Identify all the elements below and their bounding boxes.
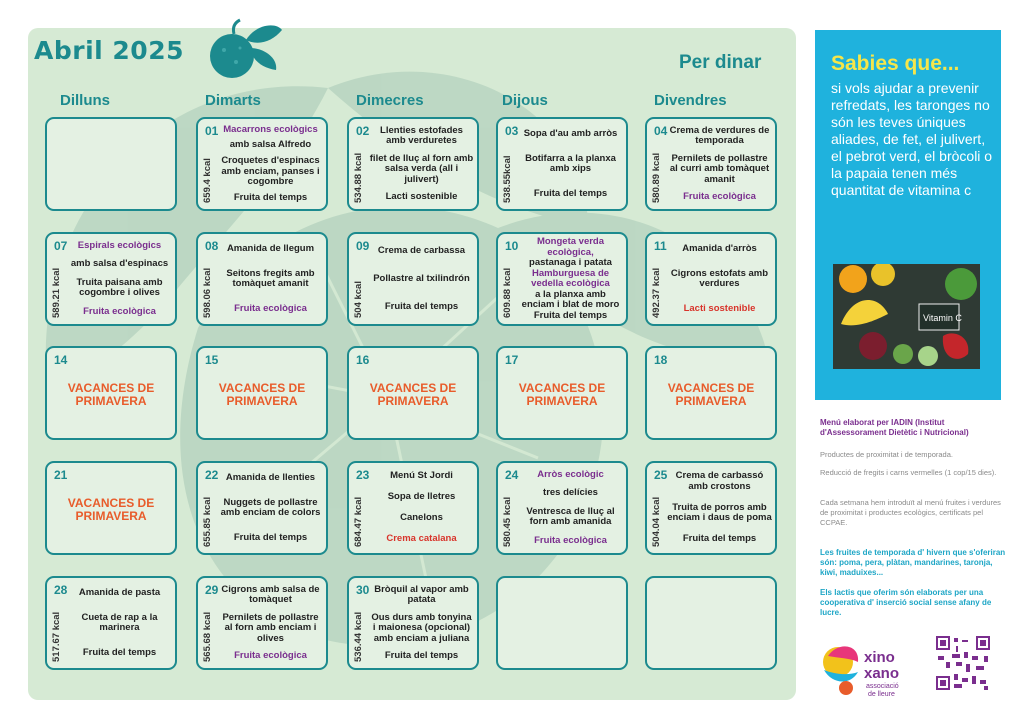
menu-item: Lacti sostenible bbox=[385, 191, 458, 202]
day-cell bbox=[45, 117, 177, 211]
holiday-label: VACANCES DE PRIMAVERA bbox=[218, 381, 306, 408]
day-number: 29 bbox=[205, 583, 219, 597]
menu-items bbox=[218, 122, 323, 206]
holiday-label: VACANCES DE PRIMAVERA bbox=[67, 381, 155, 408]
day-name: Dijous bbox=[502, 92, 548, 109]
menu-item: Pollastre al txilindrón bbox=[373, 272, 470, 284]
menu-item: Truita paisana amb cogombre i olives bbox=[76, 276, 163, 299]
menu-item: Fruita del temps bbox=[233, 191, 308, 203]
day-cell bbox=[496, 461, 628, 555]
menu-item: amb salsa d'espinacs bbox=[70, 258, 169, 270]
day-name: Dimarts bbox=[205, 92, 261, 109]
day-cell bbox=[645, 461, 777, 555]
menu-items bbox=[67, 237, 172, 321]
day-number: 24 bbox=[505, 468, 519, 482]
info-line: Productes de proximitat i de temporada. bbox=[820, 450, 953, 459]
menu-items bbox=[667, 122, 772, 206]
day-number: 01 bbox=[205, 124, 219, 138]
menu-item: Arròs ecològic bbox=[537, 468, 604, 480]
menu-item: Mongeta verda ecològica, bbox=[536, 236, 605, 258]
day-cell bbox=[645, 346, 777, 440]
day-number: 07 bbox=[54, 239, 68, 253]
menu-item: Amanida de llenties bbox=[225, 472, 316, 483]
menu-item: Pernilets de pollastre al forn amb enciam i olives bbox=[222, 611, 319, 644]
kcal-label: 589.21 kcal bbox=[51, 267, 62, 318]
day-cell bbox=[496, 117, 628, 211]
holiday-label: VACANCES DE PRIMAVERA bbox=[518, 381, 606, 408]
menu-item: Cigrons estofats amb verdures bbox=[670, 267, 769, 289]
menu-item: a la planxa amb enciam i blat de moro bbox=[521, 288, 620, 310]
menu-item: amb salsa Alfredo bbox=[229, 139, 312, 151]
menu-item: Crema catalana bbox=[386, 533, 457, 545]
menu-items bbox=[218, 237, 323, 321]
menu-item: Cigrons amb salsa de tomàquet bbox=[221, 583, 320, 605]
day-number: 10 bbox=[505, 239, 519, 253]
day-name: Dilluns bbox=[60, 92, 111, 109]
menu-items bbox=[667, 237, 772, 321]
day-cell bbox=[45, 461, 177, 555]
menu-item: Crema de carbassa bbox=[377, 244, 466, 256]
menu-item: Fruita ecològica bbox=[234, 302, 307, 314]
day-cell bbox=[347, 346, 479, 440]
menu-item: Fruita ecològica bbox=[534, 534, 607, 546]
holiday-label: VACANCES DE PRIMAVERA bbox=[667, 381, 755, 408]
day-cell bbox=[347, 461, 479, 555]
menu-items bbox=[518, 122, 623, 206]
menu-items bbox=[218, 466, 323, 550]
logo-text: xino bbox=[864, 649, 895, 666]
info-line: Reducció de fregits i carns vermelles (1 cop/15 dies). bbox=[820, 468, 997, 477]
menu-item: Amanida de pasta bbox=[78, 587, 161, 598]
info-line: Cada setmana hem introduït al menú fruites i verdures de proximitat i productes ecològics, certificats pel CCPAE. bbox=[820, 498, 1001, 527]
kcal-label: 534.88 kcal bbox=[353, 152, 364, 203]
menu-item: Fruita del temps bbox=[533, 187, 608, 199]
day-cell bbox=[496, 576, 628, 670]
menu-item: Truita de porros amb enciam i daus de poma bbox=[667, 501, 772, 524]
menu-item: Espirals ecològics bbox=[77, 239, 162, 251]
menu-item: Lacti sostenible bbox=[683, 302, 756, 314]
day-cell bbox=[645, 232, 777, 326]
day-number: 23 bbox=[356, 468, 370, 482]
menu-items bbox=[369, 581, 474, 665]
menu-item: Fruita del temps bbox=[533, 309, 608, 321]
day-number: 22 bbox=[205, 468, 219, 482]
day-cell bbox=[45, 232, 177, 326]
menu-item: Fruita del temps bbox=[682, 533, 757, 545]
menu-item: Bròquil al vapor amb patata bbox=[374, 583, 469, 605]
kcal-label: 684.47 kcal bbox=[353, 496, 364, 547]
menu-item: tres delícies bbox=[543, 487, 598, 499]
menu-item: Fruita del temps bbox=[82, 646, 157, 658]
season-note: Les fruites de temporada d' hivern que s'oferiran són: poma, pera, plàtan, mandarines, taronja, kiwi, maduixes... bbox=[820, 548, 1006, 577]
menu-items bbox=[369, 237, 474, 321]
logo-text: de lleure bbox=[868, 691, 895, 698]
day-number: 03 bbox=[505, 124, 519, 138]
menu-items bbox=[518, 237, 623, 321]
day-cell bbox=[196, 117, 328, 211]
menu-item: Fruita ecològica bbox=[234, 650, 307, 661]
photo-label: Vitamin C bbox=[923, 313, 962, 323]
menu-items bbox=[67, 581, 172, 665]
day-cell bbox=[496, 232, 628, 326]
subtitle: Per dinar bbox=[679, 52, 762, 73]
kcal-label: 492.37 kcal bbox=[651, 267, 662, 318]
menu-item: Canelons bbox=[400, 512, 443, 524]
day-number: 21 bbox=[54, 468, 68, 482]
kcal-label: 580.45 kcal bbox=[502, 496, 513, 547]
menu-item: Nuggets de pollastre amb enciam de colors bbox=[220, 496, 321, 518]
menu-item: Hamburguesa de vedella ecològica bbox=[531, 267, 610, 289]
vegetables-photo bbox=[833, 264, 980, 369]
day-cell bbox=[196, 232, 328, 326]
kcal-label: 517.67 kcal bbox=[51, 611, 62, 662]
day-name: Divendres bbox=[654, 92, 727, 109]
kcal-label: 655.85 kcal bbox=[202, 496, 213, 547]
menu-item: Seitons fregits amb tomàquet amanit bbox=[226, 267, 315, 289]
kcal-label: 659.4 kcal bbox=[202, 158, 213, 203]
menu-items bbox=[667, 466, 772, 550]
menu-item: Fruita del temps bbox=[233, 531, 308, 543]
menu-item: Crema de verdures de temporada bbox=[669, 124, 770, 146]
menu-item: Ous durs amb tonyina i maionesa (opcional) amb enciam a juliana bbox=[371, 611, 472, 644]
holiday-label: VACANCES DE PRIMAVERA bbox=[369, 381, 457, 408]
kcal-label: 536.44 kcal bbox=[353, 611, 364, 662]
menu-item: Fruita ecològica bbox=[83, 305, 156, 317]
menu-item: Pernilets de pollastre al curri amb tomàquet amanit bbox=[669, 152, 770, 185]
menu-items bbox=[218, 581, 323, 665]
kcal-label: 565.68 kcal bbox=[202, 611, 213, 662]
menu-items bbox=[518, 466, 623, 550]
fact-heading: Sabies que... bbox=[831, 52, 960, 75]
page-title: Abril 2025 bbox=[34, 36, 184, 65]
day-number: 09 bbox=[356, 239, 370, 253]
day-cell bbox=[645, 576, 777, 670]
day-number: 16 bbox=[356, 353, 370, 367]
info-title: Menú elaborat per IADIN (Institut d'Assessorament Dietètic i Nutricional) bbox=[820, 418, 969, 437]
menu-item: Fruita del temps bbox=[384, 650, 459, 661]
day-cell bbox=[496, 346, 628, 440]
menu-item: Menú St Jordi bbox=[390, 470, 453, 482]
day-number: 17 bbox=[505, 353, 519, 367]
day-number: 11 bbox=[654, 239, 667, 253]
menu-items bbox=[369, 122, 474, 206]
day-number: 14 bbox=[54, 353, 68, 367]
menu-items bbox=[369, 466, 474, 550]
day-number: 15 bbox=[205, 353, 219, 367]
menu-item: Amanida d'arròs bbox=[682, 243, 757, 254]
menu-item: Fruita ecològica bbox=[683, 191, 756, 202]
day-name: Dimecres bbox=[356, 92, 424, 109]
day-cell bbox=[645, 117, 777, 211]
day-cell bbox=[45, 346, 177, 440]
menu-item: pastanaga i patata bbox=[529, 257, 612, 268]
kcal-label: 504 kcal bbox=[353, 281, 364, 318]
day-number: 30 bbox=[356, 583, 370, 597]
kcal-label: 580.89 kcal bbox=[651, 152, 662, 203]
day-cell bbox=[196, 461, 328, 555]
menu-item: Cueta de rap a la marinera bbox=[81, 611, 158, 633]
menu-item: Amanida de llegum bbox=[226, 243, 315, 254]
menu-item: Fruita del temps bbox=[384, 300, 459, 312]
holiday-label: VACANCES DE PRIMAVERA bbox=[67, 496, 155, 523]
day-cell bbox=[347, 232, 479, 326]
logo-text: xano bbox=[864, 665, 900, 682]
day-number: 04 bbox=[654, 124, 668, 138]
qr-code[interactable] bbox=[936, 636, 990, 690]
menu-item: Macarrons ecològics bbox=[223, 123, 318, 135]
day-number: 02 bbox=[356, 124, 370, 138]
day-number: 18 bbox=[654, 353, 668, 367]
orange-fruit-icon bbox=[204, 18, 286, 84]
logo-text: associació bbox=[866, 683, 899, 690]
day-cell bbox=[196, 576, 328, 670]
menu-item: Botifarra a la planxa amb xips bbox=[525, 152, 616, 174]
menu-item: Ventresca de lluç al forn amb amanida bbox=[526, 505, 615, 528]
day-number: 08 bbox=[205, 239, 219, 253]
fact-text: si vols ajudar a prevenir refredats, les taronges no són les teves úniques aliades, de fet, el julivert, el pebrot verd, el bròcoli o la papaia tenen més quantitat de vitamina c bbox=[831, 80, 993, 198]
day-cell bbox=[347, 117, 479, 211]
day-number: 28 bbox=[54, 583, 68, 597]
day-number: 25 bbox=[654, 468, 668, 482]
kcal-label: 598.06 kcal bbox=[202, 267, 213, 318]
menu-item: Crema de carbassó amb crostons bbox=[675, 470, 764, 492]
dairy-note: Els lactis que oferim són elaborats per una cooperativa d' inserció social sense afany de lucre. bbox=[820, 588, 992, 617]
kcal-label: 538.55kcal bbox=[502, 155, 513, 203]
menu-item: Croquetes d'espinacs amb enciam, panses i cogombre bbox=[221, 155, 320, 188]
menu-item: Sopa de lletres bbox=[387, 491, 456, 503]
kcal-label: 504.04 kcal bbox=[651, 496, 662, 547]
menu-item: Llenties estofades amb verduretes bbox=[380, 124, 463, 146]
xinoxano-logo bbox=[820, 636, 920, 698]
menu-item: Sopa d'au amb arròs bbox=[523, 128, 618, 139]
day-cell bbox=[196, 346, 328, 440]
menu-item: filet de lluç al forn amb salsa verda (all i julivert) bbox=[369, 152, 474, 185]
day-cell bbox=[347, 576, 479, 670]
day-cell bbox=[45, 576, 177, 670]
kcal-label: 609.88 kcal bbox=[502, 267, 513, 318]
